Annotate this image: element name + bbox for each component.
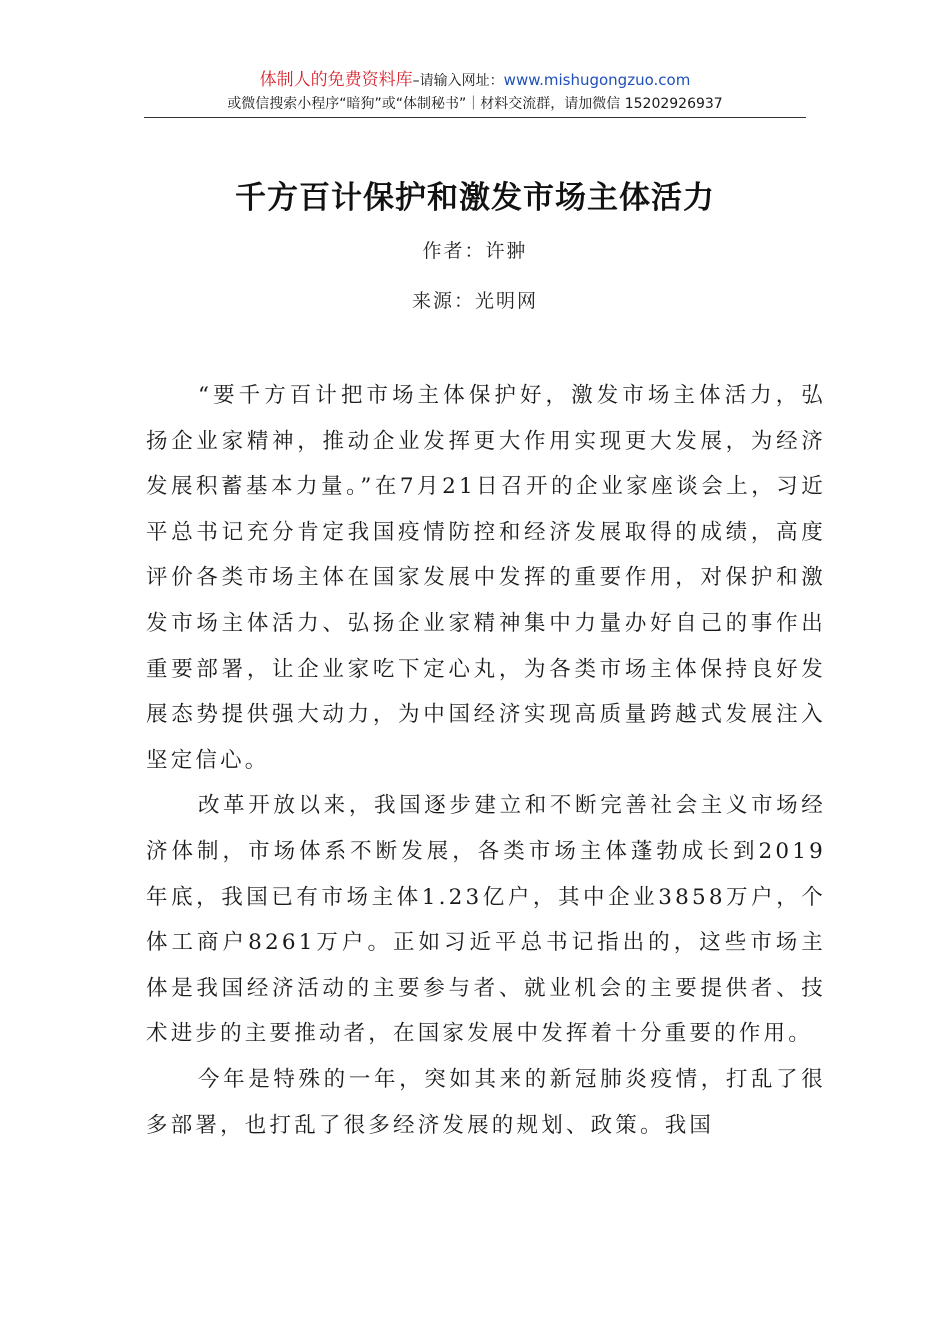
article-title: 千方百计保护和激发市场主体活力: [235, 180, 715, 216]
header-contact-line: 或微信搜索小程序“暗狗”或“体制秘书”｜材料交流群，请加微信 15202926937: [227, 96, 723, 112]
paragraph: 今年是特殊的一年，突如其来的新冠肺炎疫情，打乱了很多部署，也打乱了很多经济发展的规划、政策。我国: [146, 1066, 826, 1138]
header-divider: [144, 117, 806, 118]
article-author: 作者：许翀: [422, 240, 528, 262]
article-body: [146, 373, 826, 1148]
article-source: 来源：光明网: [411, 290, 538, 312]
url-prompt: –请输入网址：: [412, 73, 504, 89]
site-header: [144, 68, 806, 115]
header-banner: [144, 68, 806, 93]
site-url-link[interactable]: www.mishugongzuo.com: [503, 71, 691, 89]
brand-name: 体制人的免费资料库: [259, 70, 413, 90]
paragraph: 改革开放以来，我国逐步建立和不断完善社会主义市场经济体制，市场体系不断发展，各类市场主体蓬勃成长到2019年底，我国已有市场主体1.23亿户，其中企业3858万户，个体工商户8261万户。正如习近平总书记指出的，这些市场主体是我国经济活动的主要参与者、就业机会的主要提供者、技术进步的主要推动者，在国家发展中发挥着十分重要的作用。: [146, 793, 826, 1047]
paragraph: “要千方百计把市场主体保护好，激发市场主体活力，弘扬企业家精神，推动企业发挥更大作用实现更大发展，为经济发展积蓄基本力量。”在7月21日召开的企业家座谈会上，习近平总书记充分肯定我国疫情防控和经济发展取得的成绩，高度评价各类市场主体在国家发展中发挥的重要作用，对保护和激发市场主体活力、弘扬企业家精神集中力量办好自己的事作出重要部署，让企业家吃下定心丸，为各类市场主体保持良好发展态势提供强大动力，为中国经济实现高质量跨越式发展注入坚定信心。: [146, 383, 826, 773]
